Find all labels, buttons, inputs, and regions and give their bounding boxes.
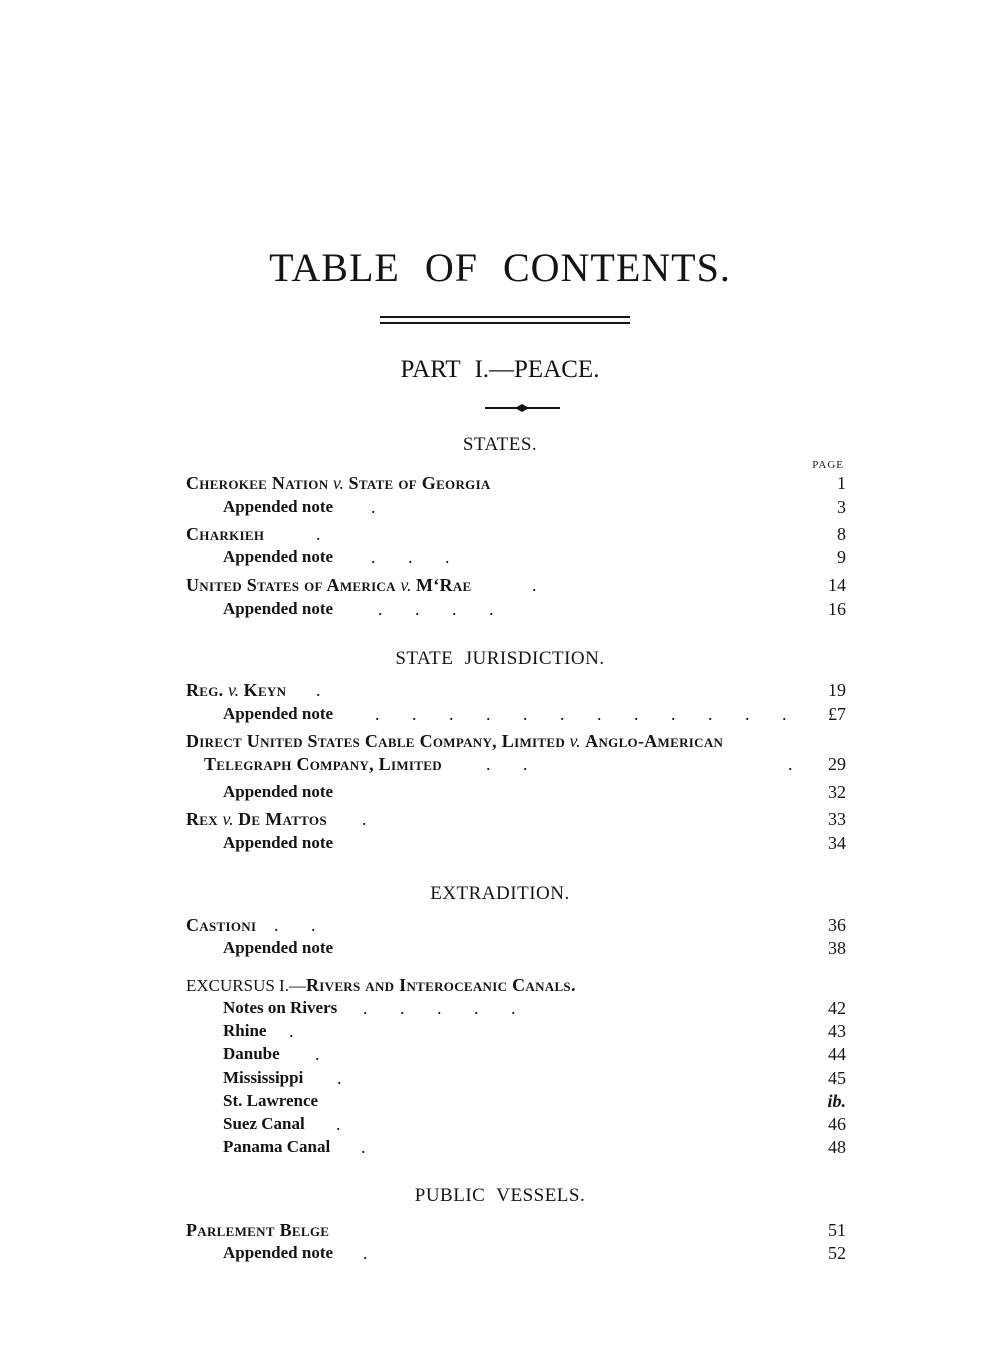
section-heading-extradition: EXTRADITION. [430,883,570,904]
diamond-ornament-icon [485,403,560,413]
toc-entry[interactable] [186,678,846,702]
entry-title-party: De Mattos [238,809,327,829]
entry-title: Panama Canal [223,1137,331,1156]
dot-leaders: . . [274,915,330,935]
page-number: 9 [837,547,846,567]
page-number: 46 [828,1114,846,1134]
entry-title: Castioni [186,915,257,935]
page-title: TABLE OF CONTENTS. [269,245,731,290]
entry-title: Suez Canal [223,1114,305,1133]
page-number: 8 [837,524,846,544]
toc-subentry[interactable] [223,1019,846,1043]
entry-title: Appended note [223,833,334,852]
page-number: 19 [828,680,846,700]
dot-leaders: . . . . . [363,998,530,1018]
entry-title-party: Keyn [243,680,287,700]
versus-label: v. [222,809,234,829]
entry-title: Telegraph Company, Limited [204,754,442,774]
dot-leaders: . [315,1044,334,1064]
versus-label: v. [332,473,345,493]
toc-subentry[interactable] [223,1241,846,1265]
page-number: ib. [827,1091,846,1111]
toc-subentry[interactable] [223,936,846,960]
toc-entry[interactable] [186,913,846,937]
dot-leaders: . . [486,754,542,774]
entry-title: Appended note [223,704,334,723]
page-number: 16 [828,599,846,619]
page-number: 3 [837,497,846,517]
entry-title-party: M‘Rae [415,575,472,595]
toc-subentry[interactable] [223,545,846,569]
section-heading-public-vessels: PUBLIC VESSELS. [414,1185,586,1206]
toc-subentry[interactable] [223,1135,846,1159]
page-number: 52 [828,1243,846,1263]
dot-leaders: . . . . [378,599,508,619]
page-number: 48 [828,1137,846,1157]
entry-title-party: Anglo-American [585,731,724,751]
toc-subentry[interactable] [223,780,846,804]
toc-subentry[interactable] [223,1042,846,1066]
dot-leaders: . . . [371,547,464,567]
entry-title: Charkieh [186,524,265,544]
page-number: 44 [828,1044,846,1064]
page-number: 36 [828,915,846,935]
dot-leaders: . [362,809,381,829]
dot-leaders: . [316,680,335,700]
toc-subentry[interactable] [223,1112,846,1136]
toc-subentry[interactable] [223,702,846,726]
toc-subentry[interactable] [223,1066,846,1090]
dot-leaders: . . . . . . . . . . . . [375,704,801,724]
entry-title: Appended note [223,547,334,566]
entry-title: EXCURSUS I.— [186,976,306,995]
entry-title: Appended note [223,938,334,957]
dot-leaders: . [337,1068,356,1088]
dot-leaders: . [371,497,390,517]
part-heading: PART I.—PEACE. [400,356,600,383]
entry-title-subject: Rivers and Interoceanic Canals. [305,975,576,995]
toc-entry[interactable] [186,1218,846,1242]
entry-title: Appended note [223,782,334,801]
entry-title: Appended note [223,497,334,516]
page-column-label: PAGE [812,459,844,471]
page-number: 14 [828,575,846,595]
entry-title: Appended note [223,599,334,618]
toc-entry-continuation[interactable] [204,752,846,776]
page-number: 34 [828,833,846,853]
page-number: 33 [828,809,846,829]
toc-entry[interactable] [186,573,846,597]
dot-leaders: . [336,1114,355,1134]
page-number: 32 [828,782,846,802]
entry-title: Parlement Belge [186,1220,330,1240]
toc-subentry[interactable] [223,1089,846,1113]
versus-label: v. [227,680,240,700]
dot-leaders: . [361,1137,380,1157]
versus-label: v. [400,575,412,595]
page-number: 29 [828,754,846,774]
entry-title: Notes on Rivers [223,998,338,1017]
page-number: 43 [828,1021,846,1041]
dot-leaders: . [363,1243,382,1263]
double-rule-divider [380,316,630,328]
dot-leaders: . [289,1021,308,1041]
entry-title: Appended note [223,1243,334,1262]
toc-entry-excursus[interactable] [186,973,846,997]
page-number: £7 [828,704,846,724]
page-number: 1 [837,473,846,493]
entry-title: Cherokee Nation [186,473,329,493]
section-heading-states: STATES. [462,434,538,455]
toc-entry[interactable] [186,807,846,831]
section-heading-state-jurisdiction: STATE JURISDICTION. [395,648,605,669]
entry-title: Reg. [186,680,224,700]
entry-title: Rex [186,809,218,829]
toc-entry[interactable] [186,471,846,495]
toc-entry[interactable] [186,729,846,753]
toc-subentry[interactable] [223,996,846,1020]
dot-leaders: . [532,575,551,595]
toc-subentry[interactable] [223,597,846,621]
entry-title: Rhine [223,1021,267,1040]
toc-subentry[interactable] [223,495,846,519]
dot-leaders: . [316,524,335,544]
toc-subentry[interactable] [223,831,846,855]
dot-leaders: . [788,754,807,774]
entry-title: Danube [223,1044,280,1063]
entry-title: St. Lawrence [223,1091,319,1110]
entry-title: United States of America [186,575,396,595]
page-number: 42 [828,998,846,1018]
page-number: 45 [828,1068,846,1088]
entry-title: Mississippi [223,1068,304,1087]
versus-label: v. [569,731,581,751]
entry-title: Direct United States Cable Company, Limited [186,731,566,751]
page-number: 38 [828,938,846,958]
toc-entry[interactable] [186,522,846,546]
entry-title-party: State of Georgia [348,473,491,493]
page-number: 51 [828,1220,846,1240]
